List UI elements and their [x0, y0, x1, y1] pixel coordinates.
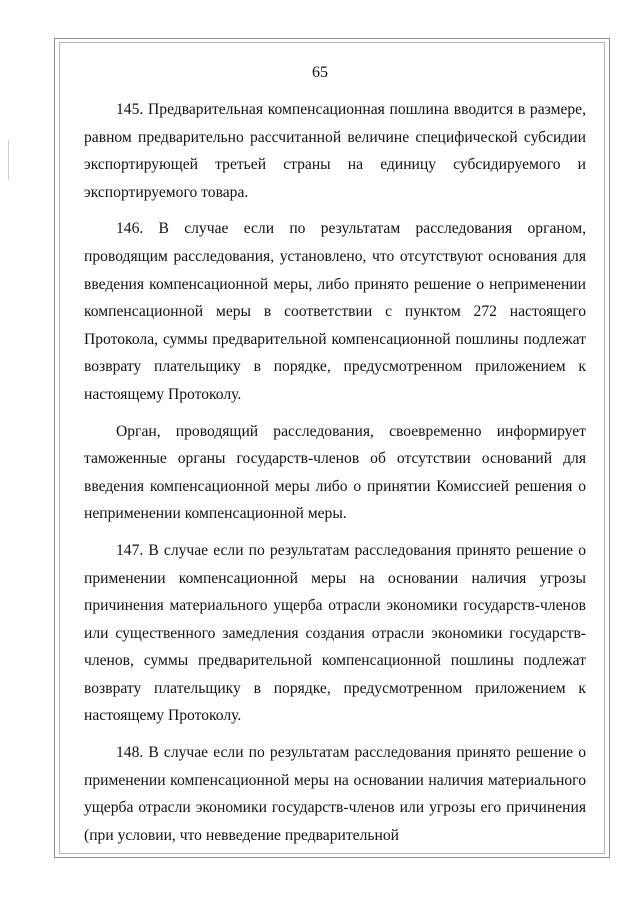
paragraph-148: 148. В случае если по результатам расследования принято решение о применении компенсационной меры на основании наличия материального ущерба отрасли экономики государств-членов или угрозы его причинения (при условии, что невведение предварительной [84, 744, 586, 844]
page-number: 65 [312, 64, 328, 81]
document-body [84, 96, 586, 849]
paragraph-147: 147. В случае если по результатам расследования принято решение о применении компенсационной меры на основании наличия угрозы причинения материального ущерба отрасли экономики государств-членов или существенного замедления создания отрасли экономики государств-членов, суммы предварительной компенсационной пошлины подлежат возврату плательщику в порядке, предусмотренном приложением к настоящему Протоколу. [84, 541, 586, 725]
scan-margin-mark [8, 140, 9, 180]
paragraph-145: 145. Предварительная компенсационная пошлина вводится в размере, равном предварительно рассчитанной величине специфической субсидии экспортирующей третьей страны на единицу субсидируемого и экспортируемого товара. [84, 101, 586, 201]
paragraph-146: 146. В случае если по результатам расследования органом, проводящим расследования, установлено, что отсутствуют основания для введения компенсационной меры, либо принято решение о неприменении компенсационной меры в соответствии с пунктом 272 настоящего Протокола, суммы предварительной компенсационной пошлины подлежат возврату плательщику в порядке, предусмотренном приложением к настоящему Протоколу. [84, 220, 586, 403]
paragraph-146-continuation: Орган, проводящий расследования, своевременно информирует таможенные органы государств-членов об отсутствии оснований для введения компенсационной меры либо о принятии Комиссией решения о неприменении компенсационной меры. [84, 422, 586, 523]
